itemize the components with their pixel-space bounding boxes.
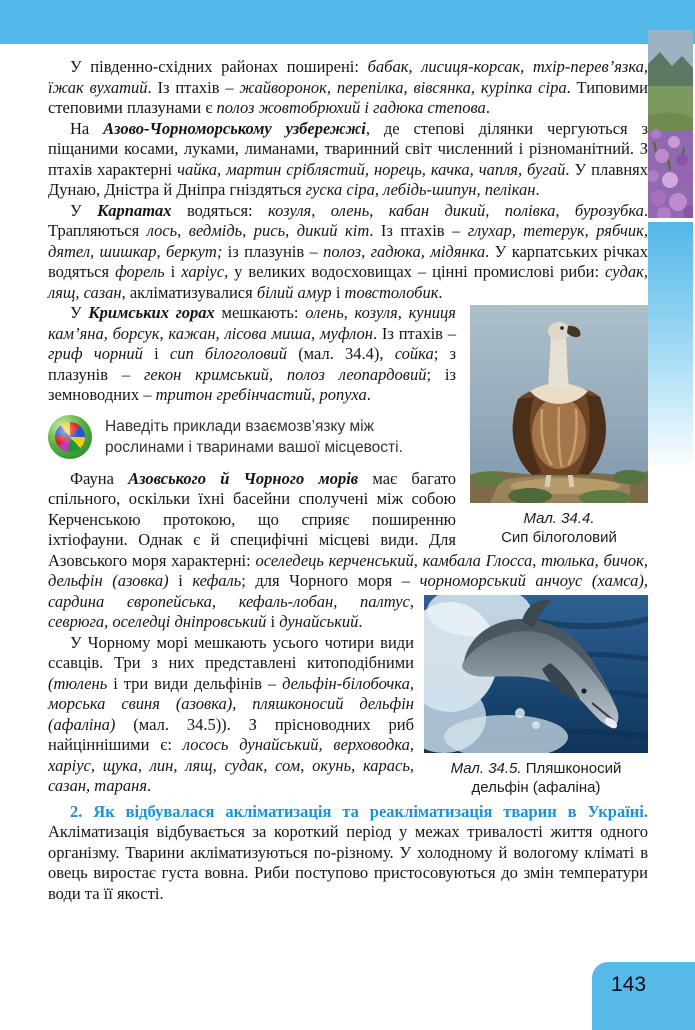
task-icon-core	[55, 422, 85, 452]
vulture-image	[470, 305, 648, 503]
crocus-meadow-photo	[648, 30, 693, 218]
task-text: Наведіть приклади взаємозв’язку між рослинами і тваринами вашої місцевості.	[105, 417, 403, 456]
paragraph-southeast-fauna: У південно-східних районах поширені: бабак, лисиця-корсак, тхір-перев’язка, їжак вухатий. Із птахів – жайворонок, перепілка, вівсянка, куріпка сіра. Типовими степовими плазунами є полоз жовтобрюхий і гадюка степова.	[48, 57, 648, 117]
paragraph-azov-black-sea-fauna: Фауна Азовського й Чорного морів має багато спільного, оскільки їхні басейни сполучені між собою Керченською протокою, що сприяє поширенню іхтіофауни. Однак є й специфічні місцеві види. Для Азовського моря характерні: оселедець керченський, камбала Глосса, тюлька, бичок, дельфін (азовка) і кефаль; для Чорного моря – чорноморський анчоус (хамса), Мал. 34.5. Пляшконосий дельфін (афаліна) сардина європейська, кефаль-лобан, палтус, севрюга, оселедці дніпровський і дунайський.	[48, 468, 649, 796]
figure-dolphin	[424, 595, 648, 797]
page-number-box	[592, 962, 695, 1030]
figure-vulture	[470, 305, 648, 547]
right-gradient-strip	[648, 222, 693, 472]
paragraph-azov-black-sea-coast: На Азово-Чорноморському узбережжі, де степові ділянки чергуються з піщаними косами, луками, лиманами, тваринний світ численний і різноманітний. З птахів характерні чайка, мартин сріблястий, норець, качка, чапля, бугай. У плавнях Дунаю, Дністра й Дніпра гніздяться гуска сіра, лебідь-шипун, пелікан.	[48, 118, 649, 199]
top-border-bar	[0, 0, 695, 44]
paragraph-acclimatization-heading: 2. Як відбувалася акліматизація та реакліматизація тварин в Україні. Акліматизація відбувається за короткий період у межах тривалості життя одного організму. Тварини акліматизуються по-різному. У холодному й вологому кліматі в овець виростає густа вовна. Риби поступово пристосовуються до змін температури води та її якості.	[48, 801, 648, 903]
paragraph-black-sea-mammals: У Чорному морі мешкають усього чотири види ссавців. Три з них представлені китоподібними (тюлень і три види дельфінів – дельфін-білобочка, морська свиня (азовка), пляшконосий дельфін (афаліна) (мал. 34.5)). З прісноводних риб найціннішими є: лосось дунайський, верховодка, харіус, щука, лин, лящ, судак, сом, окунь, карась, сазан, тараня.	[48, 632, 414, 795]
dolphin-caption: Мал. 34.5. Пляшконосий дельфін (афаліна)	[450, 759, 622, 796]
crocus-meadow-image	[648, 30, 693, 218]
dolphin-image	[424, 595, 648, 753]
paragraph-carpathians: У Карпатах водяться: козуля, олень, кабан дикий, полівка, бурозубка. Трапляються лось, ведмідь, рись, дикий кіт. Із птахів – глухар, тетерук, рябчик, дятел, шишкар, беркут; із плазунів – полоз, гадюка, мідянка. У карпатських річках водяться форель і харіус, у великих водосховищах – цінні промислові риби: судак, лящ, сазан, акліматизувалися білий амур і товстолобик.	[48, 200, 648, 302]
page-number: 143	[611, 973, 647, 996]
page-content	[48, 57, 648, 904]
task-icon	[48, 415, 92, 459]
vulture-caption: Мал. 34.4. Сип білоголовий	[501, 510, 617, 546]
paragraph-crimean-mountains: У Кримських горах мешкають: олень, козуля, куниця кам’яна, борсук, кажан, лісова миша, муфлон. Із птахів – гриф чорний і сип білоголовий (мал. 34.4), сойка; з плазунів – гекон кримський, полоз леопардовий; із земноводних – тритон гребінчастий, ропуха.	[48, 303, 457, 404]
